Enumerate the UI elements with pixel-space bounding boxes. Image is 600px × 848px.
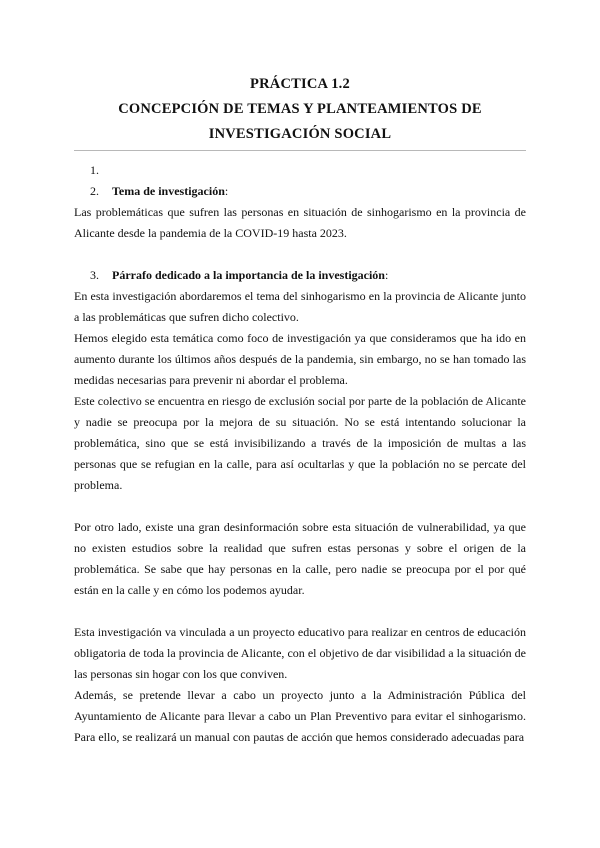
title-line-2: CONCEPCIÓN DE TEMAS Y PLANTEAMIENTOS DE	[118, 101, 482, 117]
importance-heading: Párrafo dedicado a la importancia de la investigación	[112, 268, 385, 282]
paragraph-4: Por otro lado, existe una gran desinformación sobre esta situación de vulnerabilidad, ya que no existen estudios sobre la realidad que sufren estas personas y sobre el origen de la problemática. Se sabe que hay personas en la calle, pero nadie se preocupa por el por qué están en la calle y en cómo los podemos ayudar.	[74, 520, 526, 597]
topic-heading: Tema de investigación	[112, 184, 225, 198]
paragraph-3: Este colectivo se encuentra en riesgo de exclusión social por parte de la población de Alicante y nadie se preocupa por la mejora de su situación. No se está intentando solucionar la problemática, sino que se está invisibilizando a través de la imposición de multas a las personas que se refugian en la calle, para así ocultarlas y que la población no se percate del problema.	[74, 394, 526, 492]
paragraph-6: Además, se pretende llevar a cabo un proyecto junto a la Administración Pública del Ayuntamiento de Alicante para llevar a cabo un Plan Preventivo para evitar el sinhogarismo. Para ello, se realizará un manual con pautas de acción que hemos considerado adecuadas para	[74, 688, 526, 744]
spacer	[74, 601, 526, 622]
document-title	[74, 72, 526, 147]
title-divider	[74, 150, 526, 151]
spacer	[74, 244, 526, 265]
list-number-1: 1.	[90, 163, 99, 177]
importance-heading-colon: :	[384, 268, 389, 282]
list-item-1	[74, 160, 526, 181]
title-line-1: PRÁCTICA 1.2	[250, 76, 350, 92]
topic-heading-colon: :	[224, 184, 229, 198]
paragraph-2: Hemos elegido esta temática como foco de investigación ya que consideramos que ha ido en aumento durante los últimos años después de la pandemia, sin embargo, no se han tomado las medidas necesarias para prevenir ni abordar el problema.	[74, 331, 526, 387]
paragraph-1: En esta investigación abordaremos el tema del sinhogarismo en la provincia de Alicante junto a las problemáticas que sufren dicho colectivo.	[74, 289, 526, 324]
list-number-2: 2.	[90, 184, 99, 198]
topic-paragraph: Las problemáticas que sufren las personas en situación de sinhogarismo en la provincia de Alicante desde la pandemia de la COVID-19 hasta 2023.	[74, 205, 526, 240]
document-body	[74, 160, 526, 748]
title-line-3: INVESTIGACIÓN SOCIAL	[208, 126, 392, 142]
paragraph-5: Esta investigación va vinculada a un proyecto educativo para realizar en centros de educación obligatoria de toda la provincia de Alicante, con el objetivo de dar visibilidad a la situación de las personas sin hogar con los que conviven.	[74, 625, 526, 681]
list-item-3	[74, 265, 526, 286]
list-number-3: 3.	[90, 268, 99, 282]
list-item-2	[74, 181, 526, 202]
spacer	[74, 496, 526, 517]
